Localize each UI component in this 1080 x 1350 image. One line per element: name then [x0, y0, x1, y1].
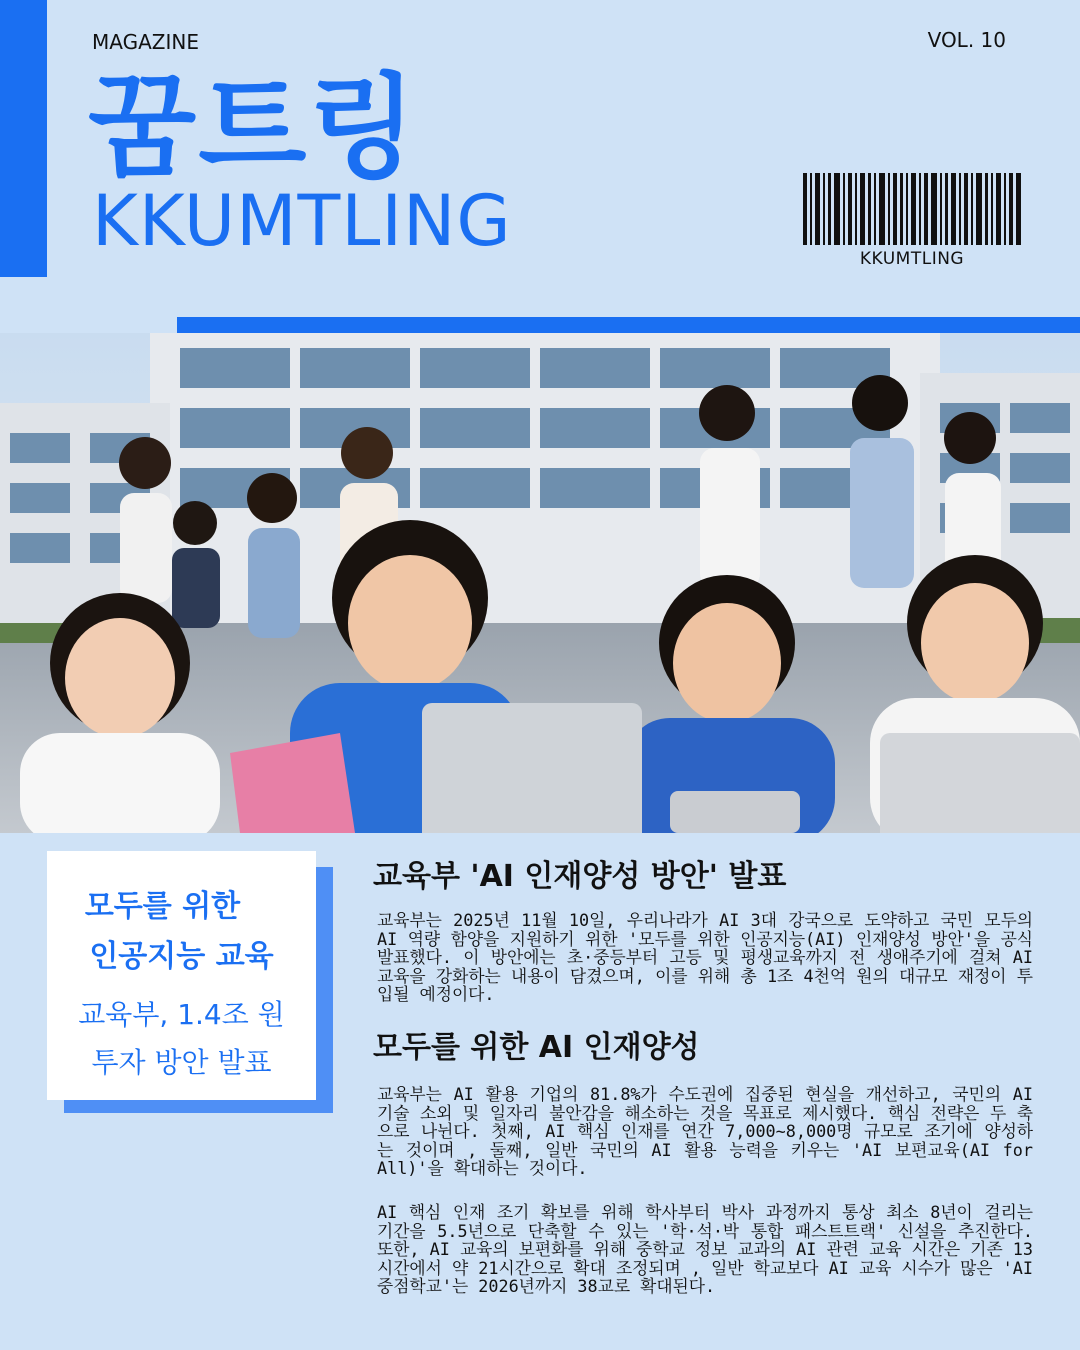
cover-photo	[0, 333, 1080, 833]
sidebox-line1: 모두를 위한	[84, 889, 241, 924]
title-english: KKUMTLING	[92, 180, 512, 262]
headline-2: 모두를 위한 AI 인재양성	[373, 1030, 700, 1065]
accent-bar-left	[0, 0, 47, 277]
feature-sidebox	[47, 851, 316, 1100]
paragraph-3: AI 핵심 인재 조기 확보를 위해 학사부터 박사 과정까지 통상 최소 8년이 걸리는 기간을 5.5년으로 단축할 수 있는 '학·석·박 통합 패스트트랙' 신설을 추진한다. 또한, AI 교육의 보편화를 위해 중학교 정보 교과의 AI 관련 교육 시간은 기존 13시간에서 약 21시간으로 확대 조정되며 , 일반 학교보다 AI 교육 시수가 많은 'AI 중점학교'는 2026년까지 38교로 확대된다.	[377, 1202, 1033, 1296]
students-with-laptops-illustration	[0, 333, 1080, 833]
sidebox-line3: 교육부, 1.4조 원	[78, 998, 285, 1031]
paragraph-1: 교육부는 2025년 11월 10일, 우리나라가 AI 3대 강국으로 도약하고 국민 모두의 AI 역량 함양을 지원하기 위한 '모두를 위한 인공지능(AI) 인재양성 방안'을 공식 발표했다. 이 방안에는 초·중등부터 고등 및 평생교육까지 전 생애주기에 걸쳐 AI 교육을 강화하는 내용이 담겼으며, 이를 위해 총 1조 4천억 원의 대규모 재정이 투입될 예정이다.	[377, 910, 1033, 1004]
volume-label: VOL. 10	[927, 28, 1006, 52]
title-korean: 꿈트링	[88, 63, 419, 193]
paragraph-2: 교육부는 AI 활용 기업의 81.8%가 수도권에 집중된 현실을 개선하고, 국민의 AI 기술 소외 및 일자리 불안감을 해소하는 것을 목표로 제시했다. 핵심 전략은 두 축으로 나뉜다. 첫째, AI 핵심 인재를 연간 7,000~8,000명 규모로 조기에 양성하는 것이며 , 둘째, 일반 국민의 AI 활용 능력을 키우는 'AI 보편교육(AI for All)'을 확대하는 것이다.	[377, 1084, 1033, 1178]
sidebox-line4: 투자 방안 발표	[91, 1046, 272, 1079]
sidebox-line2: 인공지능 교육	[89, 939, 274, 974]
accent-stripe	[177, 317, 1080, 333]
magazine-label: MAGAZINE	[92, 30, 199, 54]
headline-1: 교육부 'AI 인재양성 방안' 발표	[373, 859, 787, 894]
barcode-icon	[803, 173, 1021, 245]
barcode-caption: KKUMTLING	[859, 249, 965, 269]
